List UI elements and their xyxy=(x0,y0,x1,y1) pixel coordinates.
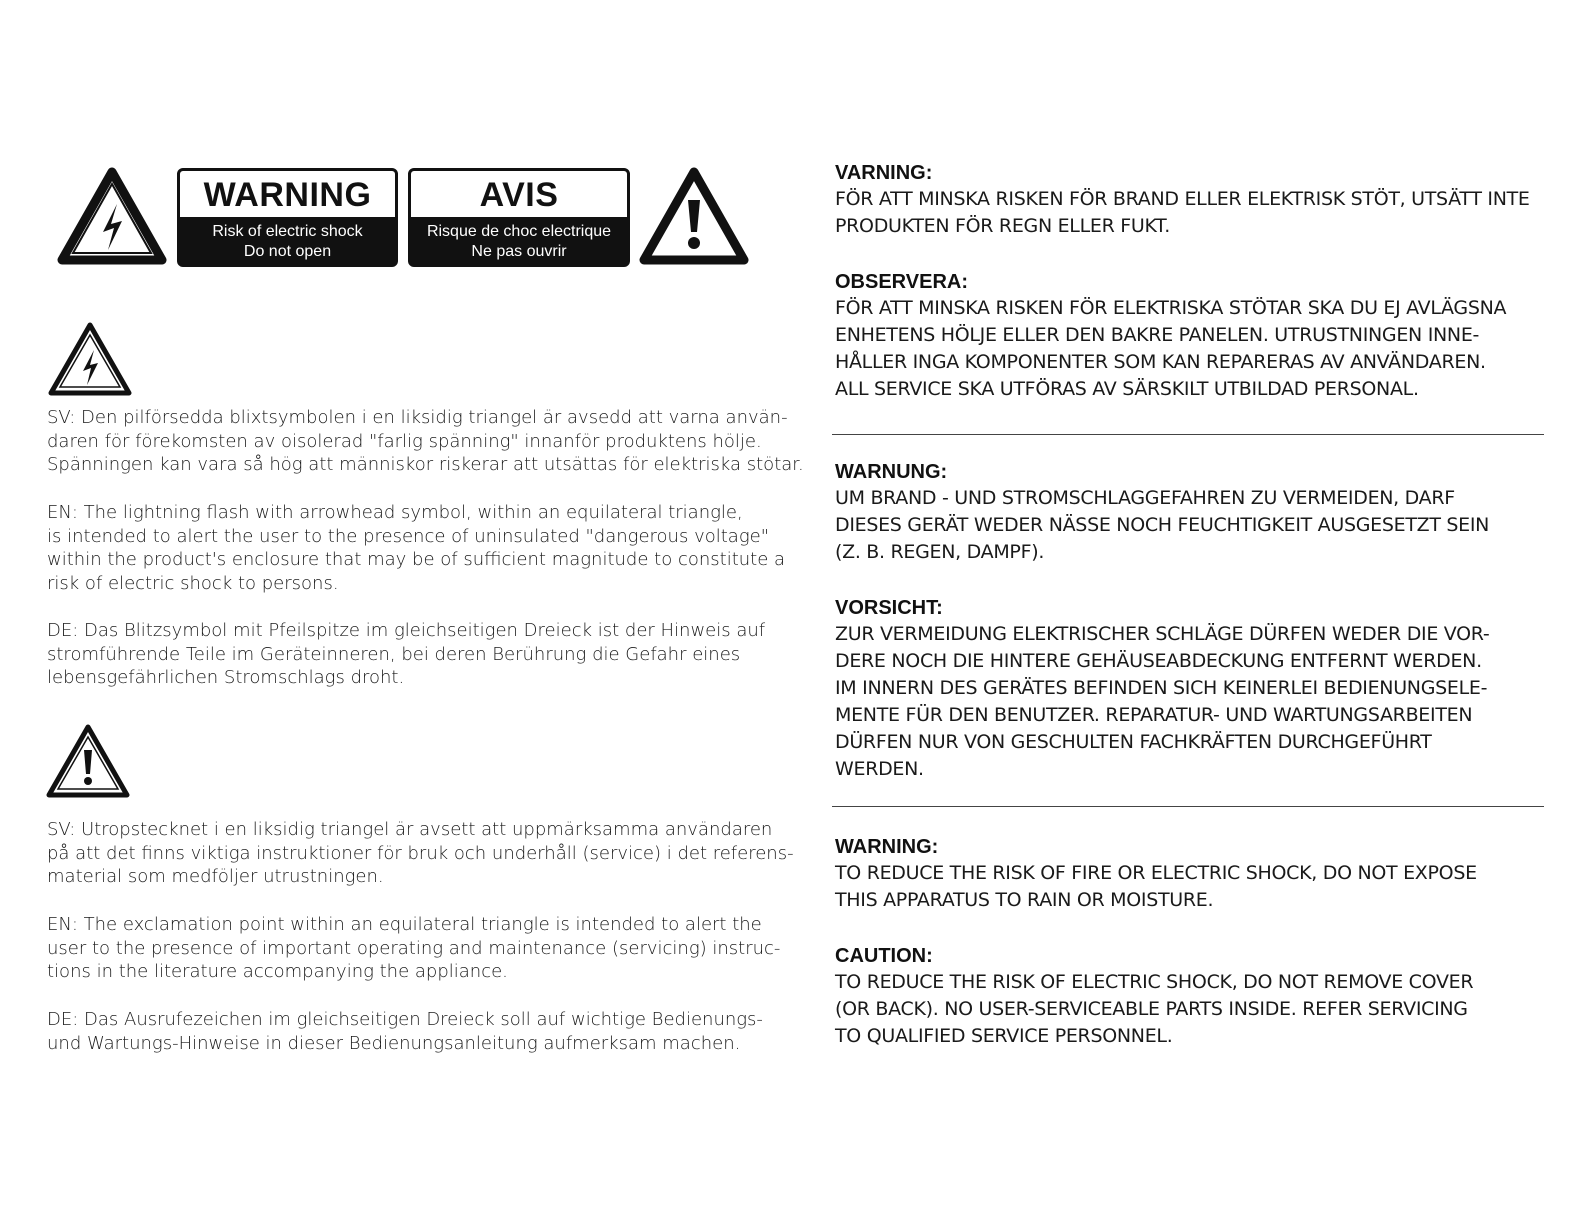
text-line: EN: The lightning flash with arrowhead symbol, within an equilateral triangle, xyxy=(47,502,743,523)
lightning-sv-paragraph xyxy=(47,406,817,477)
section-divider xyxy=(832,806,1544,807)
text-line: ALL SERVICE SKA UTFÖRAS AV SÄRSKILT UTBILDAD PERSONAL. xyxy=(835,378,1419,400)
avis-label-line1: Risque de choc electrique xyxy=(426,223,612,240)
warning-label-title: WARNING xyxy=(180,171,395,217)
exclamation-section-icon xyxy=(44,722,132,800)
exclamation-sv-paragraph xyxy=(47,818,817,889)
warning-label-line2: Do not open xyxy=(243,243,332,260)
exclamation-triangle-icon xyxy=(638,166,750,266)
text-line: UM BRAND - UND STROMSCHLAGGEFAHREN ZU VERMEIDEN, DARF xyxy=(835,487,1455,509)
observera-heading: OBSERVERA: xyxy=(835,271,968,293)
text-line: ZUR VERMEIDUNG ELEKTRISCHER SCHLÄGE DÜRFEN WEDER DIE VOR- xyxy=(835,623,1490,645)
exclamation-en-paragraph xyxy=(47,913,817,984)
text-line: TO REDUCE THE RISK OF FIRE OR ELECTRIC SHOCK, DO NOT EXPOSE xyxy=(835,862,1477,884)
caution-section xyxy=(835,943,1555,1050)
varning-section xyxy=(835,160,1555,240)
warning-heading: WARNING: xyxy=(835,836,939,858)
text-line: within the product's enclosure that may be of sufficient magnitude to constitute a xyxy=(47,549,786,570)
text-line: risk of electric shock to persons. xyxy=(47,572,339,594)
observera-section xyxy=(835,269,1555,403)
text-line: und Wartungs-Hinweise in dieser Bedienungsanleitung aufmerksam machen. xyxy=(47,1032,741,1054)
text-line: WERDEN. xyxy=(835,758,924,780)
warnung-heading: WARNUNG: xyxy=(835,461,948,483)
warning-label-line1: Risk of electric shock xyxy=(212,223,363,240)
text-line: DE: Das Ausrufezeichen im gleichseitigen Dreieck soll auf wichtige Bedienungs- xyxy=(47,1009,763,1030)
vorsicht-section xyxy=(835,595,1555,783)
text-line: (OR BACK). NO USER-SERVICEABLE PARTS INSIDE. REFER SERVICING xyxy=(835,998,1468,1020)
text-line: tions in the literature accompanying the appliance. xyxy=(47,961,508,982)
text-line: TO QUALIFIED SERVICE PERSONNEL. xyxy=(835,1025,1173,1047)
text-line: DÜRFEN NUR VON GESCHULTEN FACHKRÄFTEN DURCHGEFÜHRT xyxy=(835,731,1432,753)
text-line: MENTE FÜR DEN BENUTZER. REPARATUR- UND WARTUNGSARBEITEN xyxy=(835,704,1473,726)
text-line: user to the presence of important operating and maintenance (servicing) instruc- xyxy=(47,937,781,959)
text-line: Spänningen kan vara så hög att människor riskerar att utsättas för elektriska stötar. xyxy=(47,454,804,475)
text-line: SV: Den pilförsedda blixtsymbolen i en liksidig triangel är avsedd att varna använ- xyxy=(47,407,788,428)
text-line: HÅLLER INGA KOMPONENTER SOM KAN REPARERAS AV ANVÄNDAREN. xyxy=(835,351,1486,373)
text-line: material som medföljer utrustningen. xyxy=(47,866,384,887)
lightning-section-icon xyxy=(46,320,134,398)
text-line: på att det finns viktiga instruktioner för bruk och underhåll (service) i det referens- xyxy=(47,842,794,864)
text-line: (Z. B. REGEN, DAMPF). xyxy=(835,541,1045,563)
text-line: is intended to alert the user to the presence of uninsulated "dangerous voltage" xyxy=(47,525,769,547)
text-line: daren för förekomsten av oisolerad "farlig spänning" innanför produktens hölje. xyxy=(47,430,762,452)
avis-label-line2: Ne pas ouvrir xyxy=(471,243,567,260)
text-line: EN: The exclamation point within an equilateral triangle is intended to alert the xyxy=(47,914,762,935)
text-line: IM INNERN DES GERÄTES BEFINDEN SICH KEINERLEI BEDIENUNGSELE- xyxy=(835,677,1488,699)
caution-heading: CAUTION: xyxy=(835,945,933,967)
text-line: PRODUKTEN FÖR REGN ELLER FUKT. xyxy=(835,215,1170,237)
text-line: THIS APPARATUS TO RAIN OR MOISTURE. xyxy=(835,889,1214,911)
text-line: TO REDUCE THE RISK OF ELECTRIC SHOCK, DO NOT REMOVE COVER xyxy=(835,971,1474,993)
lightning-en-paragraph xyxy=(47,501,817,595)
warning-section xyxy=(835,834,1555,914)
varning-heading: VARNING: xyxy=(835,162,933,184)
exclamation-de-paragraph xyxy=(47,1008,817,1055)
text-line: DERE NOCH DIE HINTERE GEHÄUSEABDECKUNG ENTFERNT WERDEN. xyxy=(835,650,1482,672)
warnung-section xyxy=(835,459,1555,566)
text-line: DE: Das Blitzsymbol mit Pfeilspitze im gleichseitigen Dreieck ist der Hinweis auf xyxy=(47,620,766,641)
lightning-triangle-icon xyxy=(56,166,168,266)
warning-label xyxy=(177,168,398,267)
avis-label-title: AVIS xyxy=(411,171,627,217)
text-line: DIESES GERÄT WEDER NÄSSE NOCH FEUCHTIGKEIT AUSGESETZT SEIN xyxy=(835,514,1490,536)
text-line: SV: Utropstecknet i en liksidig triangel är avsett att uppmärksamma användaren xyxy=(47,819,773,840)
text-line: FÖR ATT MINSKA RISKEN FÖR BRAND ELLER ELEKTRISK STÖT, UTSÄTT INTE xyxy=(835,188,1530,210)
vorsicht-heading: VORSICHT: xyxy=(835,597,943,619)
lightning-de-paragraph xyxy=(47,619,817,690)
section-divider xyxy=(832,434,1544,435)
text-line: FÖR ATT MINSKA RISKEN FÖR ELEKTRISKA STÖTAR SKA DU EJ AVLÄGSNA xyxy=(835,297,1507,319)
text-line: stromführende Teile im Geräteinneren, bei deren Berührung die Gefahr eines xyxy=(47,643,741,665)
text-line: ENHETENS HÖLJE ELLER DEN BAKRE PANELEN. UTRUSTNINGEN INNE- xyxy=(835,324,1480,346)
text-line: lebensgefährlichen Stromschlags droht. xyxy=(47,667,405,688)
avis-label xyxy=(408,168,630,267)
